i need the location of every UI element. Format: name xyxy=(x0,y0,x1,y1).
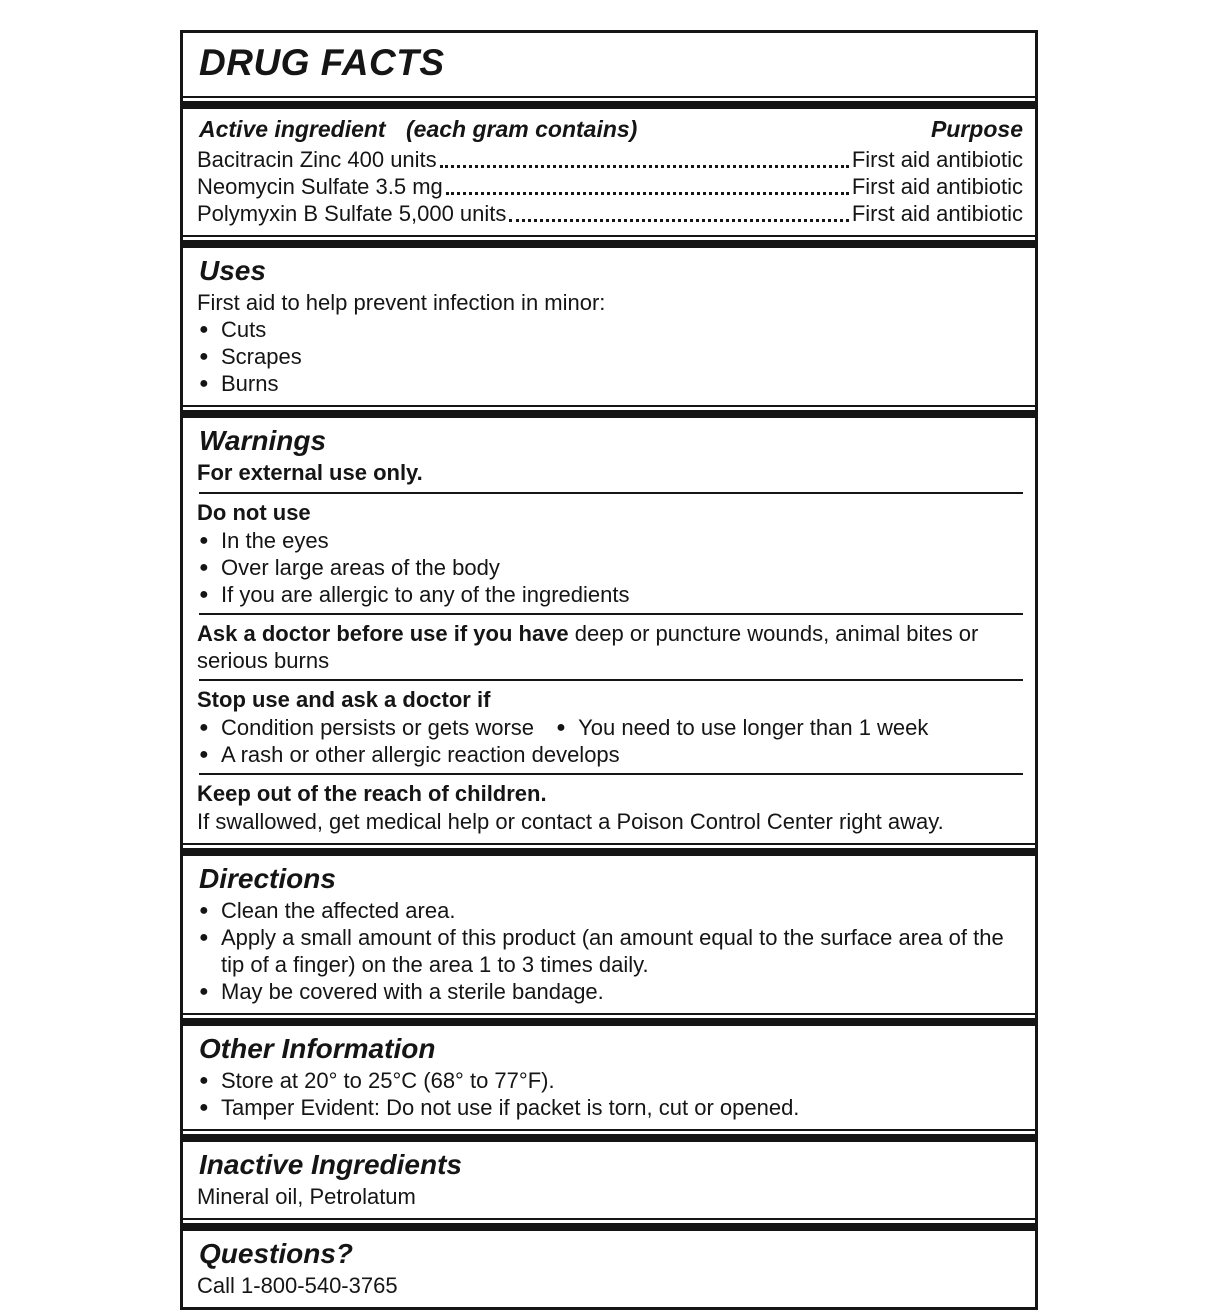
section-warnings xyxy=(183,418,1035,843)
ask-doctor-statement xyxy=(197,620,1023,674)
list-item: ● Condition persists or gets worse xyxy=(221,715,534,740)
thin-rule xyxy=(199,492,1023,494)
list-item: ● Cuts xyxy=(197,316,1023,343)
drug-facts-label xyxy=(180,30,1038,1310)
do-not-use-heading: Do not use xyxy=(197,500,311,525)
dotted-leader xyxy=(446,192,849,195)
ingredient-name: Polymyxin B Sulfate 5,000 units xyxy=(197,201,507,226)
other-information-bullet-list xyxy=(197,1067,1023,1121)
ingredient-name: Bacitracin Zinc 400 units xyxy=(197,147,437,172)
dotted-leader xyxy=(440,165,849,168)
list-item: ● Over large areas of the body xyxy=(197,554,1023,581)
section-directions xyxy=(183,856,1035,1013)
section-questions xyxy=(183,1231,1035,1307)
inactive-ingredients-text: Mineral oil, Petrolatum xyxy=(197,1184,416,1209)
ingredient-purpose: First aid antibiotic xyxy=(851,147,1023,172)
uses-bullet-list xyxy=(197,316,1023,397)
ingredient-name: Neomycin Sulfate 3.5 mg xyxy=(197,174,443,199)
section-active-ingredient xyxy=(183,109,1035,235)
thin-rule xyxy=(199,679,1023,681)
thin-rule xyxy=(199,773,1023,775)
ask-doctor-text: deep or puncture wounds, animal bites or serious burns xyxy=(197,621,979,673)
section-uses xyxy=(183,248,1035,405)
inactive-ingredients-heading: Inactive Ingredients xyxy=(199,1149,462,1180)
list-item: ● In the eyes xyxy=(197,527,1023,554)
ingredient-row xyxy=(197,146,1023,173)
stop-use-bullet-list xyxy=(197,741,1023,768)
keep-out-block xyxy=(197,780,1023,835)
do-not-use-bullet-list xyxy=(197,527,1023,608)
list-item: ● Store at 20° to 25°C (68° to 77°F). xyxy=(197,1067,1023,1094)
purpose-heading: Purpose xyxy=(930,116,1023,142)
list-item: ● Tamper Evident: Do not use if packet is torn, cut or opened. xyxy=(197,1094,1023,1121)
ingredient-row xyxy=(197,173,1023,200)
dotted-leader xyxy=(509,219,848,222)
questions-phone: Call 1-800-540-3765 xyxy=(197,1273,398,1298)
list-item: ● A rash or other allergic reaction develops xyxy=(197,741,1023,768)
uses-heading: Uses xyxy=(199,255,266,286)
questions-heading: Questions? xyxy=(199,1238,354,1269)
other-information-heading: Other Information xyxy=(199,1033,436,1064)
active-ingredient-heading: Active ingredient xyxy=(199,116,386,142)
uses-intro: First aid to help prevent infection in minor: xyxy=(197,290,606,315)
list-item: ● Apply a small amount of this product (an amount equal to the surface area of the tip of a finger) on the area 1 to 3 times daily. xyxy=(197,924,1023,978)
section-divider xyxy=(183,235,1035,248)
ingredient-purpose: First aid antibiotic xyxy=(851,174,1023,199)
list-item: ● You need to use longer than 1 week xyxy=(554,715,928,740)
list-item: ● May be covered with a sterile bandage. xyxy=(197,978,1023,1005)
list-item: ● If you are allergic to any of the ingredients xyxy=(197,581,1023,608)
ingredient-purpose: First aid antibiotic xyxy=(851,201,1023,226)
keep-out-heading: Keep out of the reach of children. xyxy=(197,781,547,806)
section-divider xyxy=(183,1013,1035,1026)
stop-use-heading: Stop use and ask a doctor if xyxy=(197,687,491,712)
ingredient-row xyxy=(197,200,1023,227)
ask-doctor-heading: Ask a doctor before use if you have xyxy=(197,621,569,646)
section-other-information xyxy=(183,1026,1035,1129)
label-title: DRUG FACTS xyxy=(199,42,445,83)
section-title xyxy=(183,33,1035,96)
keep-out-text: If swallowed, get medical help or contact a Poison Control Center right away. xyxy=(197,809,944,834)
directions-bullet-list xyxy=(197,897,1023,1005)
list-item: ● Scrapes xyxy=(197,343,1023,370)
list-item: ● Clean the affected area. xyxy=(197,897,1023,924)
section-divider xyxy=(183,843,1035,856)
section-inactive-ingredients xyxy=(183,1142,1035,1218)
directions-heading: Directions xyxy=(199,863,336,894)
external-use-statement: For external use only. xyxy=(197,460,423,485)
section-divider xyxy=(183,1129,1035,1142)
section-divider xyxy=(183,405,1035,418)
section-divider xyxy=(183,96,1035,109)
list-item: ● Burns xyxy=(197,370,1023,397)
active-ingredient-header xyxy=(197,114,1023,146)
section-divider xyxy=(183,1218,1035,1231)
active-ingredient-note: (each gram contains) xyxy=(406,116,638,142)
warnings-heading: Warnings xyxy=(199,425,327,456)
stop-use-bullet-row xyxy=(197,714,1023,741)
thin-rule xyxy=(199,613,1023,615)
